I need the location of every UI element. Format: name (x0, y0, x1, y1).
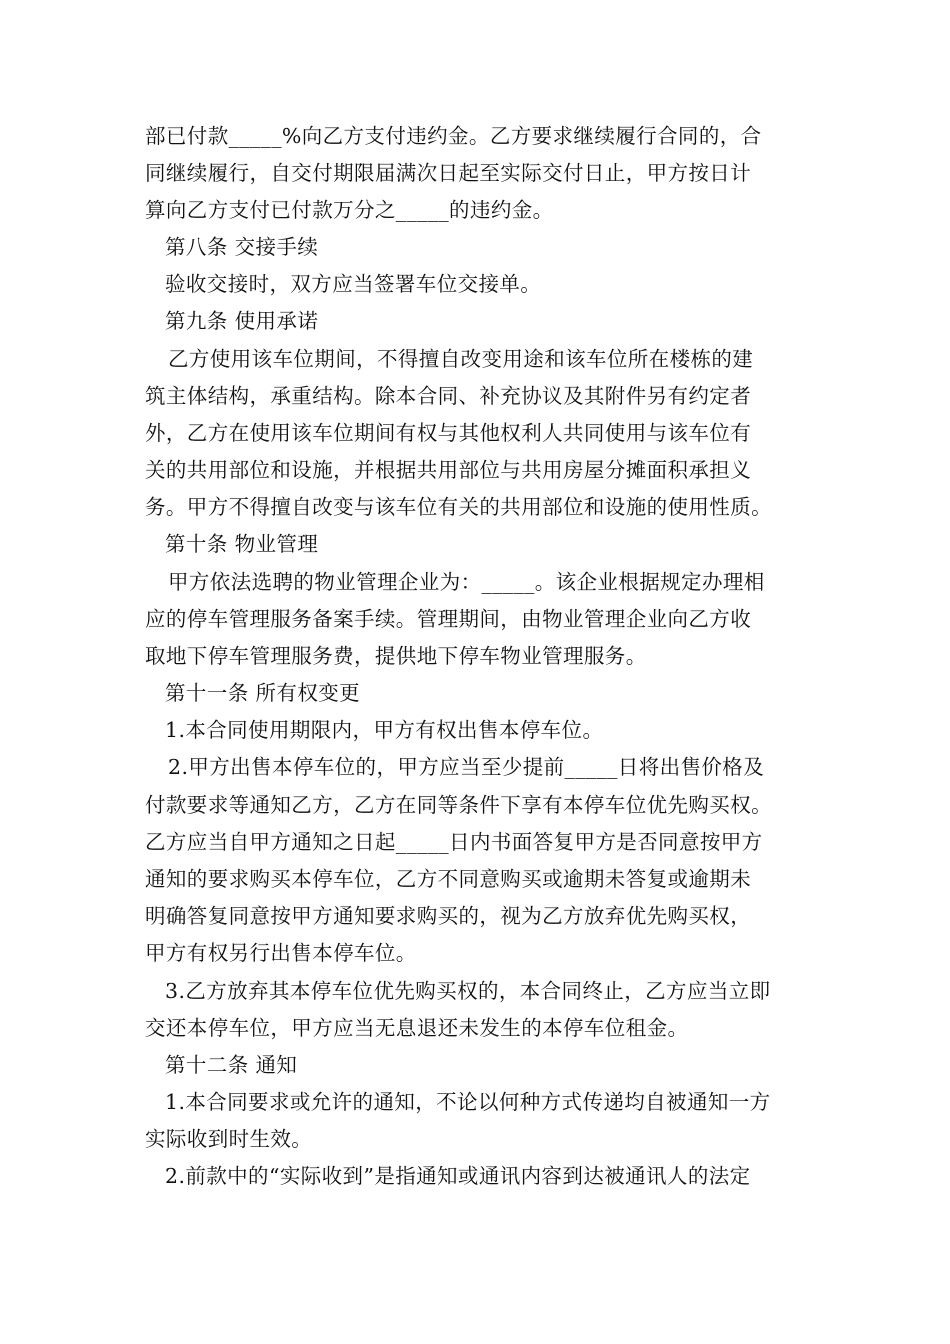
list-item: 1.本合同使用期限内，甲方有权出售本停车位。 (165, 718, 604, 742)
list-item: 2.前款中的“实际收到”是指通知或通讯内容到达被通讯人的法定 (165, 1164, 751, 1188)
text-line: 明确答复同意按甲方通知要求购买的，视为乙方放弃优先购买权， (145, 904, 752, 928)
section-heading-11: 第十一条 所有权变更 (165, 681, 361, 705)
section-heading-8: 第八条 交接手续 (165, 235, 319, 259)
text-line: 验收交接时，双方应当签署车位交接单。 (165, 272, 542, 296)
text-line: 关的共用部位和设施，并根据共用部位与共用房屋分摊面积承担义 (145, 458, 752, 482)
text-line: 务。甲方不得擅自改变与该车位有关的共用部位和设施的使用性质。 (145, 495, 772, 519)
text-line: 算向乙方支付已付款万分之_____的违约金。 (145, 198, 554, 222)
text-line: 交还本停车位，甲方应当无息退还未发生的本停车位租金。 (145, 1016, 689, 1040)
text-line: 乙方使用该车位期间，不得擅自改变用途和该车位所在楼栋的建 (168, 347, 754, 371)
section-heading-12: 第十二条 通知 (165, 1053, 298, 1077)
text-line: 部已付款_____%向乙方支付违约金。乙方要求继续履行合同的，合 (145, 124, 762, 148)
text-line: 通知的要求购买本停车位，乙方不同意购买或逾期未答复或逾期未 (145, 867, 752, 891)
section-heading-9: 第九条 使用承诺 (165, 309, 319, 333)
text-line: 同继续履行，自交付期限届满次日起至实际交付日止，甲方按日计 (145, 161, 752, 185)
list-item: 1.本合同要求或允许的通知，不论以何种方式传递均自被通知一方 (165, 1090, 771, 1114)
text-line: 应的停车管理服务备案手续。管理期间，由物业管理企业向乙方收 (145, 607, 752, 631)
text-line: 实际收到时生效。 (145, 1127, 313, 1151)
section-heading-10: 第十条 物业管理 (165, 532, 319, 556)
text-line: 付款要求等通知乙方，乙方在同等条件下享有本停车位优先购买权。 (145, 793, 772, 817)
text-line: 乙方应当自甲方通知之日起_____日内书面答复甲方是否同意按甲方 (145, 830, 763, 854)
list-item: 3.乙方放弃其本停车位优先购买权的，本合同终止，乙方应当立即 (165, 979, 771, 1003)
list-item: 2.甲方出售本停车位的，甲方应当至少提前_____日将出售价格及 (168, 755, 765, 779)
text-line: 取地下停车管理服务费，提供地下停车物业管理服务。 (145, 644, 647, 668)
text-line: 甲方有权另行出售本停车位。 (145, 941, 417, 965)
text-line: 外，乙方在使用该车位期间有权与其他权利人共同使用与该车位有 (145, 421, 752, 445)
text-line: 甲方依法选聘的物业管理企业为：_____。该企业根据规定办理相 (168, 570, 765, 594)
text-line: 筑主体结构，承重结构。除本合同、补充协议及其附件另有约定者 (145, 384, 752, 408)
